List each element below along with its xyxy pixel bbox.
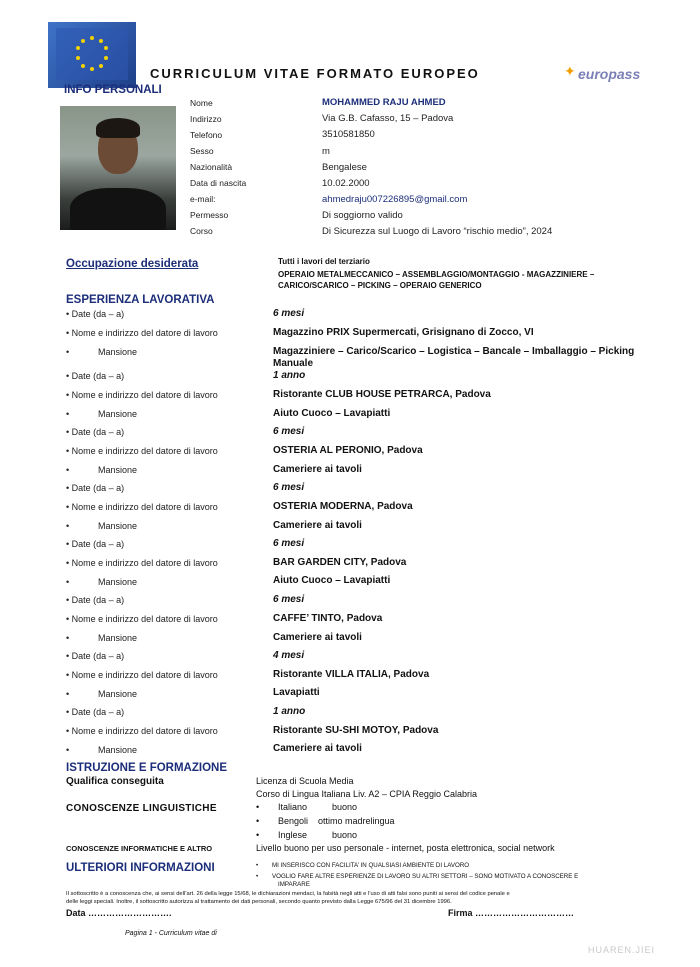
employer-label: • Nome e indirizzo del datore di lavoro bbox=[66, 670, 218, 680]
occupazione-heading: Occupazione desiderata bbox=[66, 258, 199, 270]
page-footer: Pagina 1 - Curriculum vitae di bbox=[125, 930, 217, 937]
esperienza-heading: ESPERIENZA LAVORATIVA bbox=[66, 294, 215, 306]
europass-star-icon: ✦ bbox=[564, 63, 576, 79]
info-value-sesso: m bbox=[322, 146, 330, 157]
occupazione-line: OPERAIO METALMECCANICO – ASSEMBLAGGIO/MONTAGGIO - MAGAZZINIERE – bbox=[278, 270, 595, 279]
email-link[interactable]: ahmedraju007226895@gmail.com bbox=[322, 194, 468, 205]
info-heading: INFO PERSONALI bbox=[64, 84, 162, 96]
job-role: Aiuto Cuoco – Lavapiatti bbox=[273, 575, 391, 586]
role-label: • Mansione bbox=[66, 689, 138, 699]
job-role: Cameriere ai tavoli bbox=[273, 464, 362, 475]
informatiche-value: Livello buono per uso personale - internet, posta elettronica, social network bbox=[256, 843, 555, 853]
role-label: • Mansione bbox=[66, 521, 138, 531]
job-employer: Ristorante SU-SHI MOTOY, Padova bbox=[273, 725, 439, 736]
job-date: 6 mesi bbox=[273, 426, 305, 437]
info-label: Corso bbox=[190, 226, 213, 236]
role-label: • Mansione bbox=[66, 745, 138, 755]
qualifica-value: Corso di Lingua Italiana Liv. A2 – CPIA Reggio Calabria bbox=[256, 789, 477, 799]
role-label: • Mansione bbox=[66, 465, 138, 475]
date-signature-field: Data ………………………. bbox=[66, 908, 172, 918]
job-role: Cameriere ai tavoli bbox=[273, 632, 362, 643]
job-date: 4 mesi bbox=[273, 650, 305, 661]
job-role: Magazziniere – Carico/Scarico – Logistica – Bancale – Imballaggio – Picking bbox=[273, 346, 635, 357]
document-title: CURRICULUM VITAE FORMATO EUROPEO bbox=[150, 66, 480, 81]
info-label: Sesso bbox=[190, 146, 214, 156]
info-value-permesso: Di soggiorno valido bbox=[322, 210, 403, 221]
job-role: Aiuto Cuoco – Lavapiatti bbox=[273, 408, 391, 419]
job-employer: Ristorante VILLA ITALIA, Padova bbox=[273, 669, 430, 680]
info-value-corso: Di Sicurezza sul Luogo di Lavoro “rischio medio”, 2024 bbox=[322, 226, 553, 237]
legal-text: Il sottoscritto è a conoscenza che, ai sensi dell’art. 26 della legge 15/68, le dichiarazioni mendaci, la falsità negli atti e l’uso di atti falsi sono puniti ai sensi del codice penale e bbox=[66, 891, 510, 897]
employer-label: • Nome e indirizzo del datore di lavoro bbox=[66, 502, 218, 512]
job-role: Lavapiatti bbox=[273, 687, 320, 698]
job-employer: CAFFE’ TINTO, Padova bbox=[273, 613, 383, 624]
job-date: 6 mesi bbox=[273, 594, 305, 605]
employer-label: • Nome e indirizzo del datore di lavoro bbox=[66, 726, 218, 736]
info-label: Indirizzo bbox=[190, 114, 222, 124]
role-label: • Mansione bbox=[66, 577, 138, 587]
info-label: Nazionalità bbox=[190, 162, 233, 172]
istruzione-heading: ISTRUZIONE E FORMAZIONE bbox=[66, 762, 227, 774]
info-label: Telefono bbox=[190, 130, 223, 140]
lingue-heading: CONOSCENZE LINGUISTICHE bbox=[66, 803, 217, 814]
employer-label: • Nome e indirizzo del datore di lavoro bbox=[66, 614, 218, 624]
language-item: • Bengoli ottimo madrelingua bbox=[256, 816, 395, 826]
role-label: • Mansione bbox=[66, 409, 138, 419]
employer-label: • Nome e indirizzo del datore di lavoro bbox=[66, 446, 218, 456]
employer-label: • Nome e indirizzo del datore di lavoro bbox=[66, 390, 218, 400]
date-label: • Date (da – a) bbox=[66, 483, 125, 493]
job-role-continued: Manuale bbox=[273, 358, 314, 369]
job-date: 1 anno bbox=[273, 706, 306, 717]
ulteriori-item-continued: IMPARARE bbox=[278, 881, 310, 888]
europass-logo: europass bbox=[578, 66, 641, 82]
job-employer: OSTERIA AL PERONIO, Padova bbox=[273, 445, 423, 456]
info-label: Data di nascita bbox=[190, 178, 247, 188]
firma-signature-field: Firma …………………………… bbox=[448, 908, 575, 918]
info-label: e-mail: bbox=[190, 194, 216, 204]
legal-text: delle leggi speciali. Inoltre, il sottoscritto autorizza al trattamento dei dati personali, secondo quanto previsto dalla Legge 675/96 del 31 dicembre 1996. bbox=[66, 899, 452, 905]
job-employer: Ristorante CLUB HOUSE PETRARCA, Padova bbox=[273, 389, 491, 400]
date-label: • Date (da – a) bbox=[66, 309, 125, 319]
role-label: • Mansione bbox=[66, 633, 138, 643]
job-date: 6 mesi bbox=[273, 308, 305, 319]
date-label: • Date (da – a) bbox=[66, 371, 125, 381]
photo-hair bbox=[96, 118, 140, 138]
job-employer: OSTERIA MODERNA, Padova bbox=[273, 501, 413, 512]
info-value-nascita: 10.02.2000 bbox=[322, 178, 370, 189]
eu-stars-icon bbox=[56, 28, 128, 80]
info-value-nazionalita: Bengalese bbox=[322, 162, 367, 173]
ulteriori-item: • MI INSERISCO CON FACILITA’ IN QUALSIASI AMBIENTE DI LAVORO bbox=[256, 862, 470, 869]
photo-shirt bbox=[70, 188, 166, 230]
job-employer: BAR GARDEN CITY, Padova bbox=[273, 557, 407, 568]
info-value-indirizzo: Via G.B. Cafasso, 15 – Padova bbox=[322, 113, 454, 124]
profile-photo bbox=[60, 106, 176, 230]
date-label: • Date (da – a) bbox=[66, 539, 125, 549]
date-label: • Date (da – a) bbox=[66, 427, 125, 437]
info-value-nome: MOHAMMED RAJU AHMED bbox=[322, 97, 446, 108]
ulteriori-heading: ULTERIORI INFORMAZIONI bbox=[66, 862, 215, 874]
role-label: • Mansione bbox=[66, 347, 138, 357]
job-role: Cameriere ai tavoli bbox=[273, 520, 362, 531]
informatiche-heading: CONOSCENZE INFORMATICHE E ALTRO bbox=[66, 844, 213, 853]
occupazione-line: Tutti i lavori del terziario bbox=[278, 257, 370, 266]
date-label: • Date (da – a) bbox=[66, 651, 125, 661]
job-role: Cameriere ai tavoli bbox=[273, 743, 362, 754]
qualifica-value: Licenza di Scuola Media bbox=[256, 776, 354, 786]
date-label: • Date (da – a) bbox=[66, 595, 125, 605]
qualifica-label: Qualifica conseguita bbox=[66, 776, 164, 787]
language-item: • Italiano buono bbox=[256, 802, 358, 812]
info-label: Permesso bbox=[190, 210, 229, 220]
employer-label: • Nome e indirizzo del datore di lavoro bbox=[66, 558, 218, 568]
ulteriori-item: • VOGLIO FARE ALTRE ESPERIENZE DI LAVORO SU ALTRI SETTORI – SONO MOTIVATO A CONOSCERE E bbox=[256, 873, 579, 880]
job-date: 6 mesi bbox=[273, 538, 305, 549]
occupazione-line: CARICO/SCARICO – PICKING – OPERAIO GENERICO bbox=[278, 281, 482, 290]
job-employer: Magazzino PRIX Supermercati, Grisignano di Zocco, VI bbox=[273, 327, 534, 338]
eu-flag-image bbox=[48, 22, 136, 88]
date-label: • Date (da – a) bbox=[66, 707, 125, 717]
employer-label: • Nome e indirizzo del datore di lavoro bbox=[66, 328, 218, 338]
info-value-telefono: 3510581850 bbox=[322, 129, 375, 140]
job-date: 6 mesi bbox=[273, 482, 305, 493]
language-item: • Inglese buono bbox=[256, 830, 358, 840]
info-label: Nome bbox=[190, 98, 213, 108]
watermark: HUAREN.JIEI bbox=[588, 945, 656, 955]
job-date: 1 anno bbox=[273, 370, 306, 381]
